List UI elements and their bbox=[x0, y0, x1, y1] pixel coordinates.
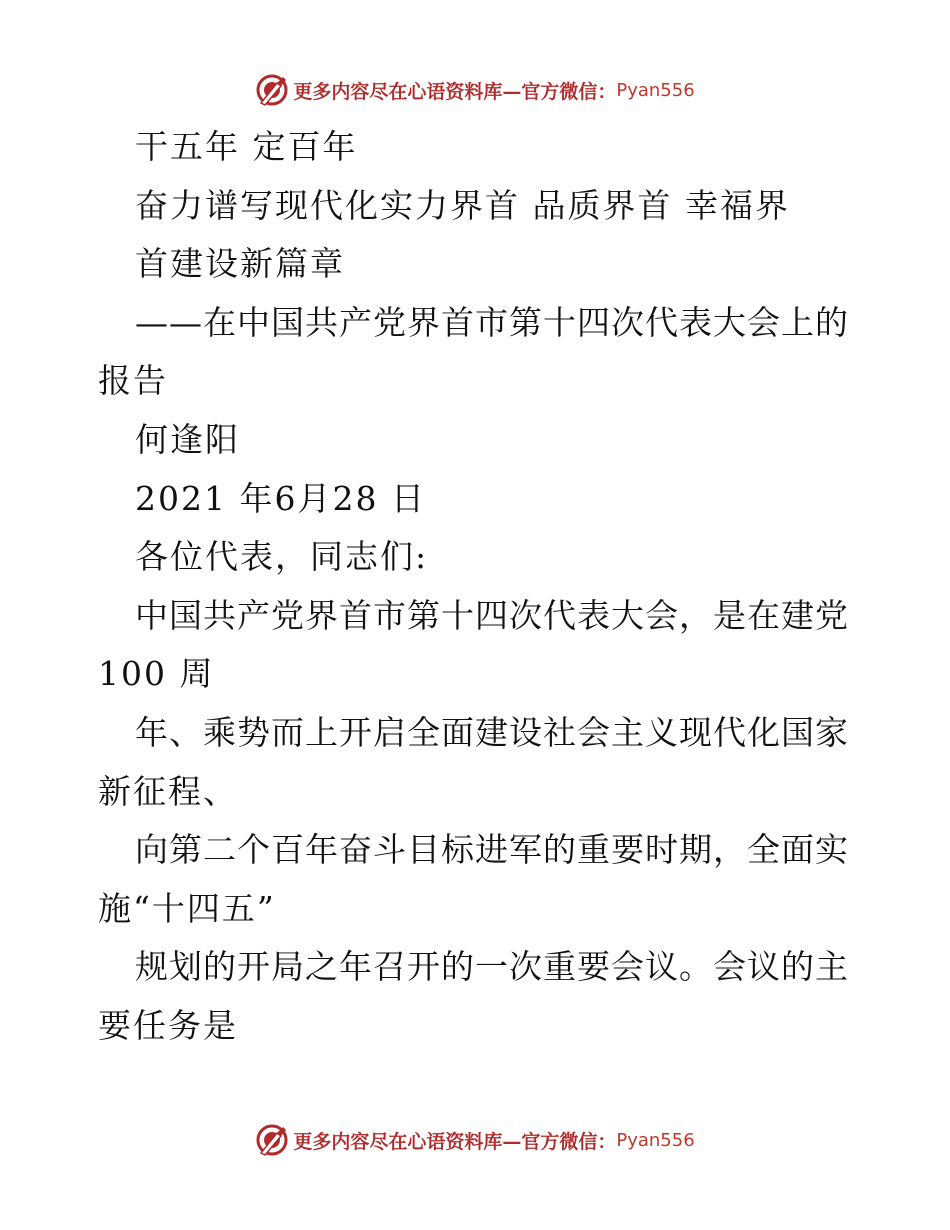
text-line: 干五年 定百年 bbox=[135, 127, 358, 166]
banner-wechat-label: 官方微信： bbox=[521, 1130, 617, 1153]
text-line: 首建设新篇章 bbox=[135, 244, 345, 284]
document-body bbox=[98, 118, 858, 1056]
text-line: 年、乘势而上开启全面建设社会主义现代化国家 bbox=[135, 712, 849, 752]
banner-wechat-label: 官方微信： bbox=[521, 80, 617, 103]
text-line: 规划的开局之年召开的一次重要会议。会议的主 bbox=[135, 947, 849, 987]
text-line: 奋力谱写现代化实力界首 品质界首 幸福界 bbox=[135, 185, 790, 225]
text-line: 100 周 bbox=[98, 654, 215, 694]
footer-watermark-banner bbox=[0, 1120, 950, 1160]
text-line: 2021 年6月28 日 bbox=[135, 478, 426, 518]
text-line: ——在中国共产党界首市第十四次代表大会上的 bbox=[135, 302, 849, 342]
banner-text: 更多内容尽在心语资料库— bbox=[293, 80, 522, 103]
text-line: 中国共产党界首市第十四次代表大会，是在建党 bbox=[135, 595, 849, 635]
text-line: 新征程、 bbox=[98, 771, 238, 811]
pen-logo-icon bbox=[255, 1123, 289, 1157]
text-line: 向第二个百年奋斗目标进军的重要时期，全面实 bbox=[135, 830, 849, 870]
text-line: 各位代表，同志们: bbox=[135, 537, 429, 577]
text-line: 要任务是 bbox=[98, 1005, 238, 1045]
banner-text: 更多内容尽在心语资料库— bbox=[293, 1130, 522, 1153]
text-line: 报告 bbox=[98, 361, 168, 401]
text-line: 何逢阳 bbox=[135, 419, 240, 459]
header-watermark-banner bbox=[0, 70, 950, 110]
banner-wechat-id: Pyan556 bbox=[616, 1129, 695, 1151]
banner-wechat-id: Pyan556 bbox=[616, 79, 695, 101]
text-line: 施“十四五” bbox=[98, 888, 276, 928]
pen-logo-icon bbox=[255, 73, 289, 107]
